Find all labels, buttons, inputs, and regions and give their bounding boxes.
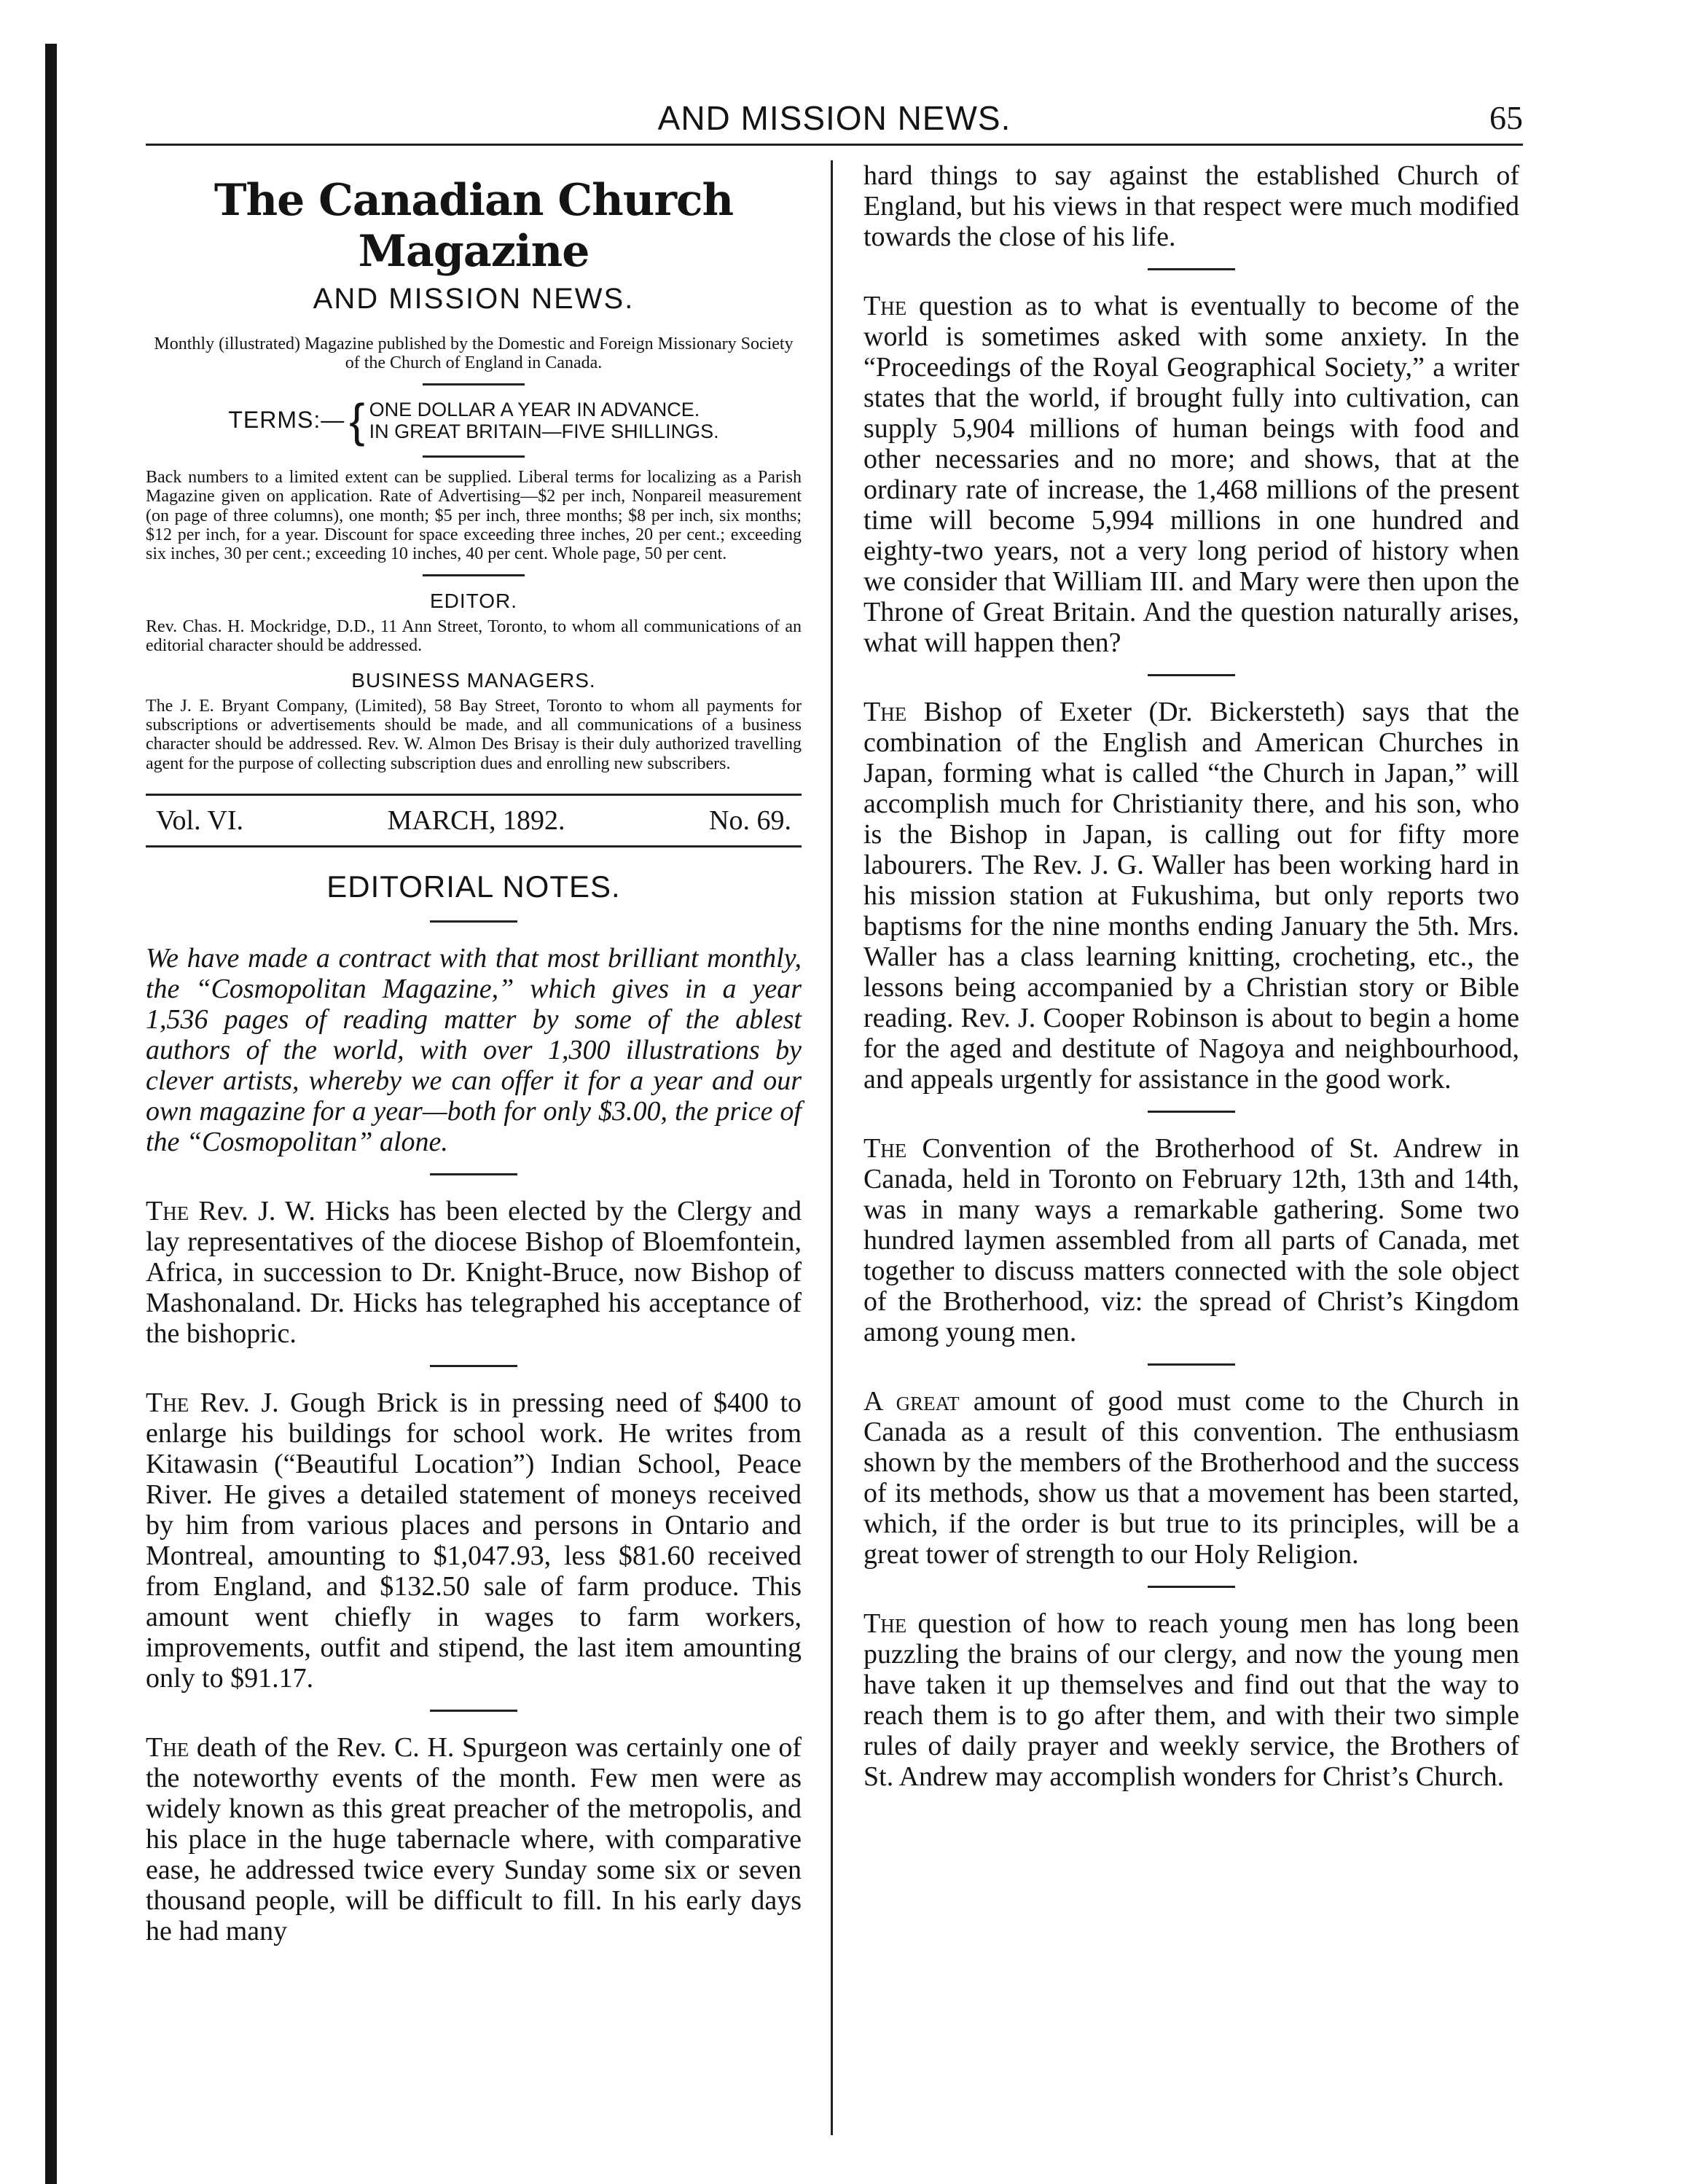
paragraph-text: question of how to reach young men has long been puzzling the brains of our clergy, and now the young men have taken it up themselves and find out that the way to reach them is to go after them, and with their two simple rules of daily prayer and weekly service, the Brothers of St. Andrew may accomplish wonders for Christ’s Church. bbox=[863, 1608, 1520, 1792]
divider bbox=[1148, 1586, 1235, 1588]
running-head bbox=[146, 98, 1523, 157]
terms-lines bbox=[369, 399, 719, 442]
divider bbox=[430, 920, 517, 923]
editor-text: Rev. Chas. H. Mockridge, D.D., 11 Ann Street, Toronto, to whom all communications of an editorial character should be addressed. bbox=[146, 617, 802, 656]
left-column bbox=[146, 160, 802, 1946]
divider bbox=[1148, 268, 1235, 270]
terms-block bbox=[146, 394, 802, 447]
right-column bbox=[863, 160, 1519, 1792]
paragraph-brick bbox=[146, 1387, 802, 1694]
divider bbox=[1148, 1111, 1235, 1113]
paragraph-hicks bbox=[146, 1196, 802, 1349]
cosmopolitan-offer: We have made a contract with that most brilliant monthly, the “Cosmopolitan Magazine,” which gives in a year 1,536 pages of reading matter by some of the ablest authors of the world, with over 1,300 illustrations by clever artists, whereby we can offer it for a year and our own magazine for a year—both for only $3.00, the price of the “Cosmopolitan” alone. bbox=[146, 943, 802, 1158]
divider bbox=[1148, 1363, 1235, 1366]
editorial-heading: EDITORIAL NOTES. bbox=[326, 869, 621, 904]
issue-number: No. 69. bbox=[709, 805, 791, 837]
editor-heading: EDITOR. bbox=[429, 589, 518, 612]
lead-in: The bbox=[863, 1608, 907, 1639]
issue-line bbox=[146, 794, 802, 848]
masthead-description: Monthly (illustrated) Magazine published by the Domestic and Foreign Missionary Society of the Church of England in Canada. bbox=[154, 334, 794, 373]
brace-glyph: { bbox=[349, 394, 365, 447]
lead-in: The bbox=[146, 1196, 189, 1227]
business-text: The J. E. Bryant Company, (Limited), 58 Bay Street, Toronto to whom all payments for subscriptions or advertisements should be made, and all communications of a business character should be addressed. Rev. W. Almon Des Brisay is their duly authorized travelling agent for the purpose of collecting subscription dues and enrolling new subscribers. bbox=[146, 696, 802, 773]
divider bbox=[423, 455, 525, 458]
header-rule bbox=[146, 144, 1523, 146]
lead-in: The bbox=[863, 697, 907, 727]
paragraph-spurgeon bbox=[146, 1732, 802, 1946]
lead-in: The bbox=[146, 1732, 189, 1764]
paragraph-text: Convention of the Brotherhood of St. Andrew in Canada, held in Toronto on February 12th, 13th and 14th, was in many ways a remarkable gathering. Some two hundred laymen assembled from all parts of Canada, met together to discuss matters connected with the sole object of the Brotherhood, viz: the spread of Christ’s Kingdom among young men. bbox=[863, 1133, 1519, 1347]
paragraph-text: Rev. J. Gough Brick is in pressing need of $400 to enlarge his buildings for school work. He writes from Kitawasin (“Beautiful Location”) Indian School, Peace River. He gives a detailed statement of moneys received by him from various places and persons in Ontario and Montreal, amounting to $1,047.93, less $81.60 received from England, and $132.50 sale of farm produce. This amount went chiefly in wages to farm workers, improvements, outfit and stipend, the last item amounting only to $91.17. bbox=[146, 1387, 802, 1694]
paragraph-text: question as to what is eventually to become of the world is sometimes asked with some anxiety. In the “Proceedings of the Royal Geographical Society,” a writer states that the world, if brought fully into cultivation, can supply 5,904 millions of human beings with food and other necessaries and no more; and shows, that at the ordinary rate of increase, the 1,468 millions of the present time will become 5,994 millions in one hundred and eighty-two years, not a very long period of history when we consider that William III. and Mary were then upon the Throne of Great Britain. And the question naturally arises, what will happen then? bbox=[863, 291, 1520, 658]
paragraph-text: death of the Rev. C. H. Spurgeon was certainly one of the noteworthy events of the month. Few men were as widely known as this great preacher of the metropolis, and his place in the huge tabernacle where, with comparative ease, he addressed twice every Sunday some six or seven thousand people, will be difficult to fill. In his early days he had many bbox=[146, 1732, 802, 1947]
divider bbox=[423, 383, 525, 385]
divider bbox=[430, 1365, 517, 1367]
volume: Vol. VI. bbox=[156, 805, 244, 837]
paragraph-young-men bbox=[863, 1608, 1519, 1792]
running-title: AND MISSION NEWS. bbox=[657, 99, 1011, 137]
divider bbox=[430, 1710, 517, 1712]
masthead-title: The Canadian Church Magazine bbox=[214, 175, 734, 277]
page-number: 65 bbox=[1489, 99, 1523, 136]
paragraph-spurgeon-cont: hard things to say against the established Church of England, but his views in that respect were much modified towards the close of his life. bbox=[863, 160, 1519, 252]
divider bbox=[430, 1173, 517, 1175]
binding-edge bbox=[45, 44, 57, 2184]
paragraph-world-population bbox=[863, 291, 1519, 658]
page bbox=[146, 98, 1523, 2161]
lead-in: A great bbox=[863, 1386, 960, 1417]
lead-in: The bbox=[146, 1387, 189, 1419]
paragraph-text: Bishop of Exeter (Dr. Bickersteth) says that the combination of the English and American Churches in Japan, forming what is called “the Church in Japan,” will accomplish much for Christianity there, and his son, who is the Bishop in Japan, is calling out for fifty more labourers. The Rev. J. G. Waller has been working hard in his mission station at Fukushima, but only reports two baptisms for the nine months ending January the 5th. Mrs. Waller has a class learning knitting, crocheting, etc., the lessons being accompanied by a Christian story or Bible reading. Rev. J. Cooper Robinson is about to begin a home for the aged and destitute of Nagoya and neighbourhood, and appeals urgently for assistance in the good work. bbox=[863, 697, 1520, 1095]
paragraph-convention-good bbox=[863, 1386, 1519, 1570]
column-divider bbox=[831, 160, 833, 2135]
divider bbox=[423, 574, 525, 576]
paragraph-japan bbox=[863, 697, 1519, 1095]
columns bbox=[146, 160, 1523, 2161]
lead-in: The bbox=[863, 291, 907, 321]
issue-date: MARCH, 1892. bbox=[387, 805, 565, 837]
paragraph-text: amount of good must come to the Church in Canada as a result of this convention. The enthusiasm shown by the members of the Brotherhood and the success of its methods, show us that a movement has been started, which, if the order is but true to its principles, will be a great tower of strength to our Holy Religion. bbox=[863, 1386, 1520, 1570]
paragraph-brotherhood bbox=[863, 1133, 1519, 1347]
terms-line-1: ONE DOLLAR A YEAR IN ADVANCE. bbox=[369, 398, 700, 420]
masthead-subtitle: AND MISSION NEWS. bbox=[313, 283, 635, 315]
lead-in: The bbox=[863, 1133, 907, 1164]
terms-line-2: IN GREAT BRITAIN—FIVE SHILLINGS. bbox=[369, 420, 719, 442]
terms-label: TERMS:— bbox=[228, 407, 345, 434]
back-numbers-notice: Back numbers to a limited extent can be supplied. Liberal terms for localizing as a Parish Magazine given on application. Rate of Advertising—$2 per inch, Nonpareil measurement (on page of three columns), one month; $5 per inch, three months; $8 per inch, six months; $12 per inch, for a year. Discount for space exceeding three inches, 20 per cent.; exceeding six inches, 30 per cent.; exceeding 10 inches, 40 per cent. Whole page, 50 per cent. bbox=[146, 467, 802, 564]
divider bbox=[1148, 674, 1235, 676]
business-heading: BUSINESS MANAGERS. bbox=[351, 668, 596, 692]
paragraph-text: Rev. J. W. Hicks has been elected by the Clergy and lay representatives of the diocese Bishop of Bloemfontein, Africa, in succession to Dr. Knight-Bruce, now Bishop of Mashonaland. Dr. Hicks has telegraphed his acceptance of the bishopric. bbox=[146, 1196, 802, 1350]
